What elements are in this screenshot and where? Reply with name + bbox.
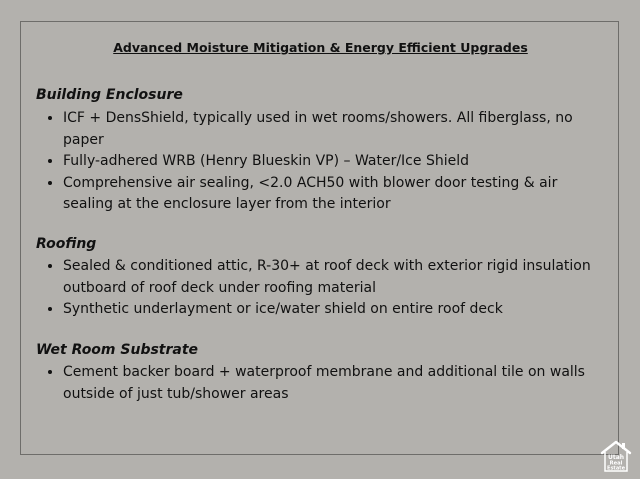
wet-room-substrate-list [43, 362, 598, 405]
svg-text:Real: Real [609, 460, 623, 467]
list-item: • Cement backer board + waterproof membrane and additional tile on walls outside of just tub/shower areas [63, 362, 598, 405]
building-enclosure-list [43, 108, 598, 216]
document-title: Advanced Moisture Mitigation & Energy Efficient Upgrades [113, 40, 528, 55]
list-item: • Comprehensive air sealing, <2.0 ACH50 with blower door testing & air sealing at the enclosure layer from the interior [63, 173, 598, 216]
list-item: • ICF + DensShield, typically used in wet rooms/showers. All fiberglass, no paper [63, 108, 598, 151]
svg-text:Estate: Estate [607, 465, 625, 472]
section-heading-wet-room-substrate: Wet Room Substrate [36, 342, 199, 358]
list-item: • Sealed & conditioned attic, R-30+ at roof deck with exterior rigid insulation outboard of roof deck under roofing material [63, 256, 598, 299]
house-logo-svg [600, 439, 632, 473]
section-heading-building-enclosure: Building Enclosure [36, 87, 183, 103]
list-item: • Synthetic underlayment or ice/water shield on entire roof deck [63, 299, 598, 321]
svg-text:Utah: Utah [607, 454, 625, 461]
roofing-list [43, 256, 598, 321]
section-heading-roofing: Roofing [36, 236, 97, 252]
list-item: • Fully-adhered WRB (Henry Blueskin VP) – Water/Ice Shield [63, 151, 598, 173]
document-frame [20, 21, 619, 455]
house-logo-icon [600, 439, 632, 473]
